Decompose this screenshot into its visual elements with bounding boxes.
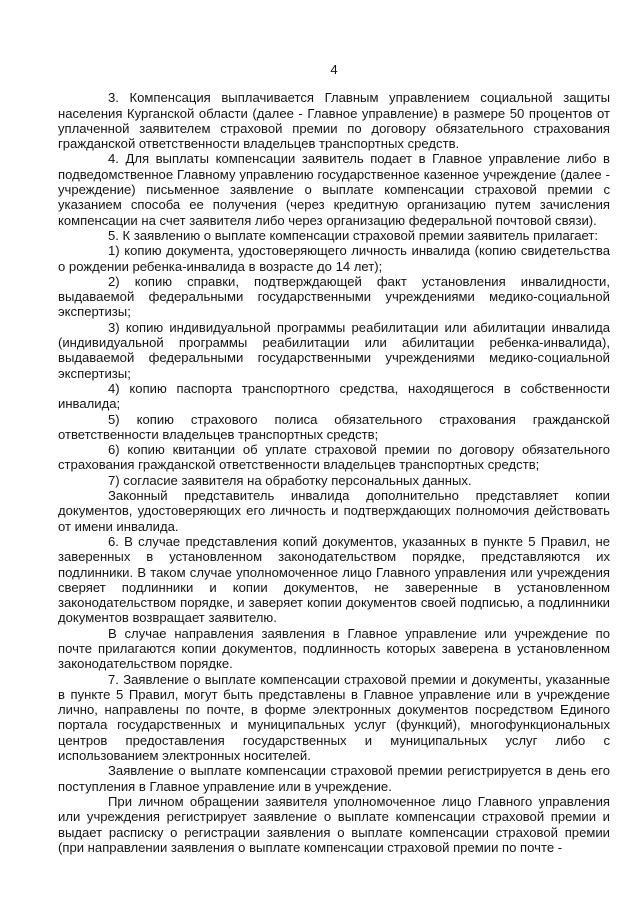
page-number: 4 — [330, 62, 338, 77]
list-item-2: 2) копию справки, подтверждающей факт установления инвалидности, выдаваемой федеральными государственными учреждениями медико-социальной экспертизы; — [58, 273, 610, 320]
registration-paragraph: Заявление о выплате компенсации страховой премии регистрируется в день его поступления в Главное управление или в учреждение. — [58, 763, 610, 794]
postal-submission-paragraph: В случае направления заявления в Главное управление или учреждение по почте прилагаются копии документов, подлинность которых заверена в установленном законодательством порядке. — [58, 625, 610, 672]
paragraph-4-application: 4. Для выплаты компенсации заявитель подает в Главное управление либо в подведомственное Главному управлению государственное казенное учреждение (далее - учреждение) письменное заявление о выплате компенсации страховой премии с указанием способа ее получения (через кредитную организацию путем зачисления компенсации на счет заявителя либо через организацию федеральной почтовой связи). — [58, 151, 610, 228]
list-item-1: 1) копию документа, удостоверяющего личность инвалида (копию свидетельства о рождении ребенка-инвалида в возрасте до 14 лет); — [58, 243, 610, 274]
list-item-5: 5) копию страхового полиса обязательного страхования гражданской ответственности владельцев транспортных средств; — [58, 411, 610, 442]
list-item-4: 4) копию паспорта транспортного средства, находящегося в собственности инвалида; — [58, 380, 610, 412]
personal-visit-paragraph: При личном обращении заявителя уполномоченное лицо Главного управления или учреждения регистрирует заявление о выплате компенсации страховой премии и выдает расписку о регистрации заявления о выплате компенсации страховой премии (при направлении заявления о выплате компенсации страховой премии по почте - — [58, 793, 610, 855]
paragraph-7-submission-methods: 7. Заявление о выплате компенсации страховой премии и документы, указанные в пункте 5 Правил, могут быть представлены в Главное управление или в учреждение лично, направлены по почте, в форме электронных документов посредством Единого портала государственных и муниципальных услуг (функций), многофункциональных центров предоставления государственных и муниципальных услуг либо с использованием электронных носителей. — [58, 671, 610, 764]
legal-representative-paragraph: Законный представитель инвалида дополнительно представляет копии документов, удостоверяющих его личность и подтверждающих полномочия действовать от имени инвалида. — [58, 488, 610, 534]
paragraph-3-compensation: 3. Компенсация выплачивается Главным управлением социальной защиты населения Курганской области (далее - Главное управление) в размере 50 процентов от уплаченной заявителем страховой премии по договору обязательного страхования гражданской ответственности владельцев транспортных средств. — [58, 90, 610, 152]
list-item-6: 6) копию квитанции об уплате страховой премии по договору обязательного страхования гражданской ответственности владельцев транспортных средств; — [58, 442, 610, 473]
list-item-7: 7) согласие заявителя на обработку персональных данных. — [108, 472, 472, 488]
paragraph-6-copies: 6. В случае представления копий документов, указанных в пункте 5 Правил, не заверенных в установленном законодательством порядке, представляются их подлинники. В таком случае уполномоченное лицо Главного управления или учреждения сверяет подлинники и копии документов, не заверенные в установленном законодательством порядке, и заверяет копии документов своей подписью, а подлинники документов возвращает заявителю. — [58, 533, 610, 626]
paragraph-5-attachments: 5. К заявлению о выплате компенсации страховой премии заявитель прилагает: — [108, 227, 598, 243]
list-item-3: 3) копию индивидуальной программы реабилитации или абилитации инвалида (индивидуальной программы реабилитации или абилитации ребенка-инвалида), выдаваемой федеральными государственными учреждениями медико-социальной экспертизы; — [58, 319, 610, 381]
